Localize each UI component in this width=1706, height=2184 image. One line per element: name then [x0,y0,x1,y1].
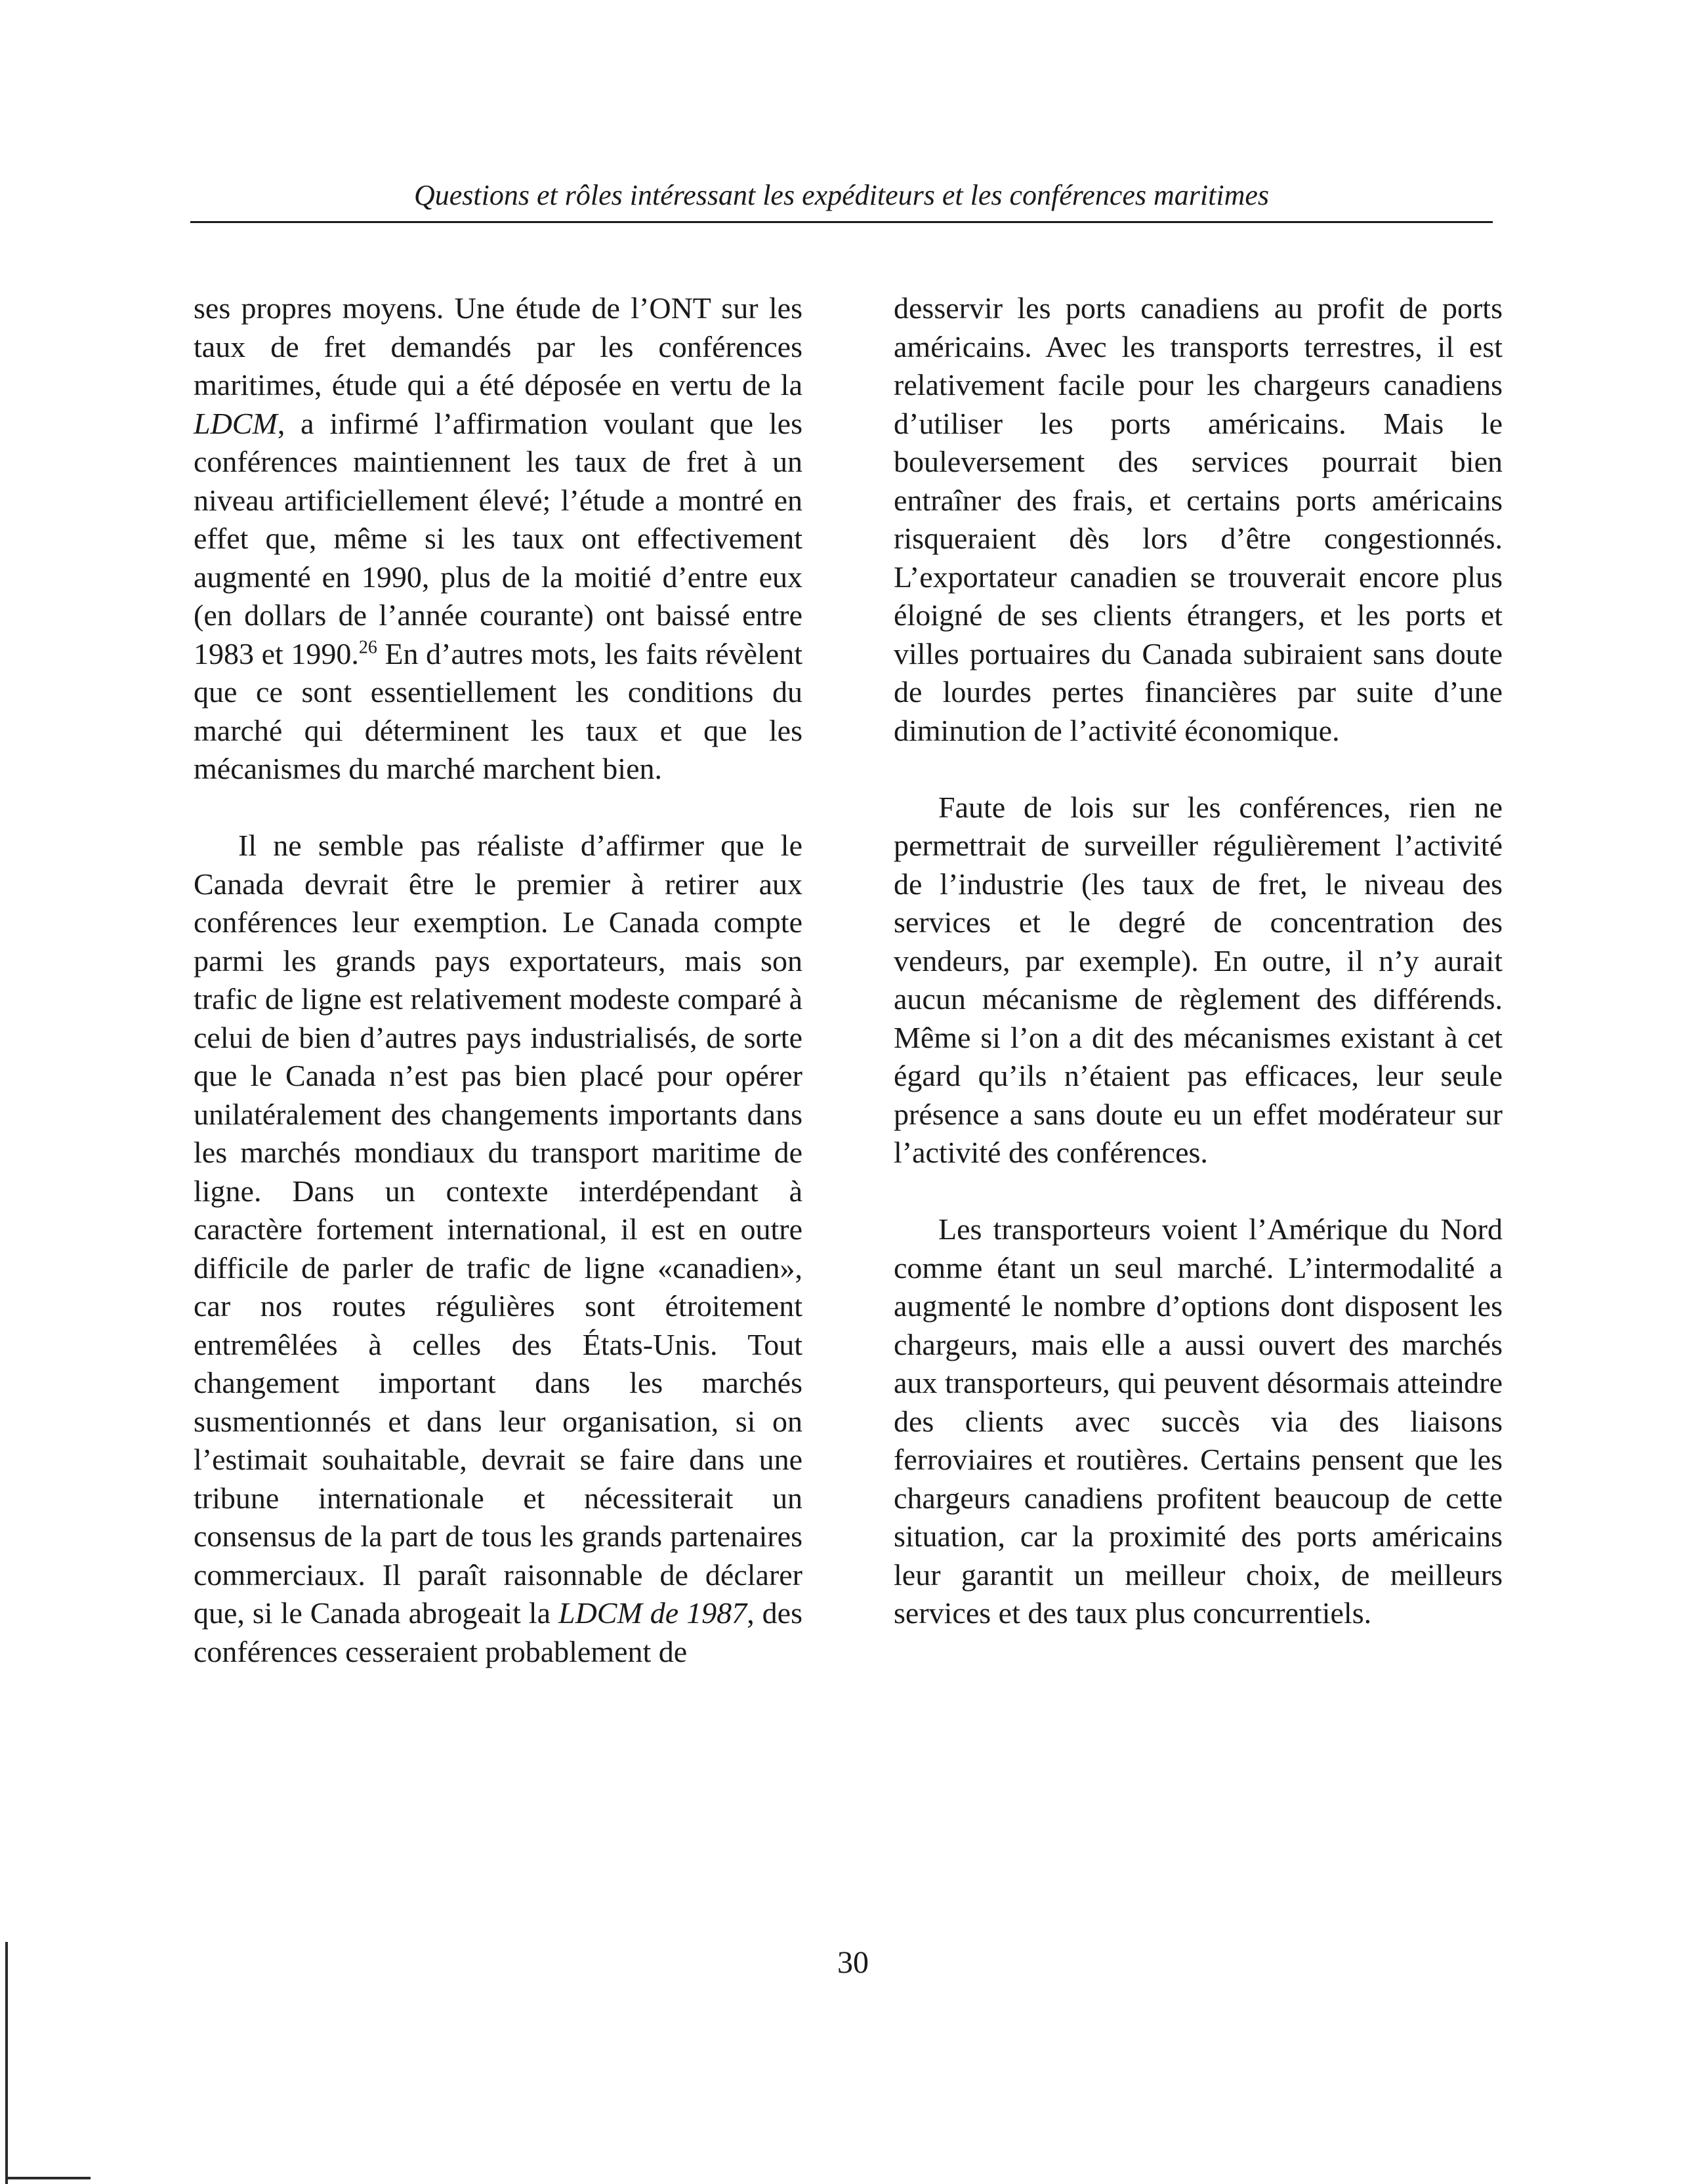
footnote-reference: 26 [358,637,377,658]
text-run: ses propres moyens. Une étude de l’ONT sur les taux de fret demandés par les conférences maritimes, étude qui a été déposée en vertu de la [194,291,802,402]
text-run: Il ne semble pas réaliste d’affirmer que le Canada devrait être le premier à retirer aux conférences leur exemption. Le Canada compte parmi les grands pays exportateurs, mais son trafic de ligne est relativement modeste comparé à celui de bien d’autres pays industrialisés, de sorte que le Canada n’est pas bien placé pour opérer unilatéralement des changements importants dans les marchés mondiaux du transport maritime de ligne. Dans un contexte interdépendant à caractère fortement international, il est en outre difficile de parler de trafic de ligne «canadien», car nos routes régulières sont étroitement entremêlées à celles des États-Unis. Tout changement important dans les marchés susmentionnés et dans leur organisation, si on l’estimait souhaitable, devrait se faire dans une tribune internationale et nécessiterait un consensus de la part de tous les grands partenaires commerciaux. Il paraît raisonnable de déclarer que, si le Canada abrogeait la [194,829,802,1630]
right-paragraph-1: desservir les ports canadiens au profit de ports américains. Avec les transports terrestres, il est relativement facile pour les chargeurs canadiens d’utiliser les ports américains. Mais le bouleversement des services pourrait bien entraîner des frais, et certains ports américains risqueraient dès lors d’être congestionnés. L’exportateur canadien se trouverait encore plus éloigné de ses clients étrangers, et les ports et villes portuaires du Canada subiraient sans doute de lourdes pertes financières par suite d’une diminution de l’activité économique. [894,291,1503,747]
page-number: 30 [837,1945,869,1980]
left-paragraph-1 [194,289,802,789]
text-run: , a infirmé l’affirmation voulant que les conférences maintiennent les taux de fret à un niveau artificiellement élevé; l’étude a montré en effet que, même si les taux ont effectivement augmenté en 1990, plus de la moitié d’entre eux (en dollars de l’année courante) ont baissé entre 1983 et 1990. [194,406,802,670]
running-header [190,176,1493,216]
left-column [194,289,802,1710]
right-paragraph-2: Faute de lois sur les conférences, rien ne permettrait de surveiller régulièrement l’activité de l’industrie (les taux de fret, le niveau des services et le degré de concentration des vendeurs, par exemple). En outre, il n’y aurait aucun mécanisme de règlement des différends. Même si l’on a dit des mécanismes existant à cet égard qu’ils n’étaient pas efficaces, leur seule présence a sans doute eu un effet modérateur sur l’activité des conférences. [894,790,1503,1169]
italic-term: LDCM de 1987 [558,1596,747,1630]
scan-edge-mark [5,1942,8,2184]
text-run: , des conférences cesseraient probablement de [194,1596,802,1668]
right-paragraph-3: Les transporteurs voient l’Amérique du Nord comme étant un seul marché. L’intermodalité a augmenté le nombre d’options dont disposent les chargeurs, mais elle a aussi ouvert des marchés aux transporteurs, qui peuvent désormais atteindre des clients avec succès via des liaisons ferroviaires et routières. Certains pensent que les chargeurs canadiens profitent beaucoup de cette situation, car la proximité des ports américains leur garantit un meilleur choix, de meilleurs services et des taux plus concurrentiels. [894,1212,1503,1630]
scan-edge-mark [5,2177,91,2179]
left-paragraph-2 [194,827,802,1671]
text-run: En d’autres mots, les faits révèlent que ce sont essentiellement les conditions du marché qui déterminent les taux et que les mécanismes du marché marchent bien. [194,636,803,785]
right-column [894,289,1503,1671]
italic-term: LDCM [194,406,278,440]
header-rule [190,221,1493,223]
running-header-title: Questions et rôles intéressant les expéditeurs et les conférences maritimes [413,179,1270,211]
